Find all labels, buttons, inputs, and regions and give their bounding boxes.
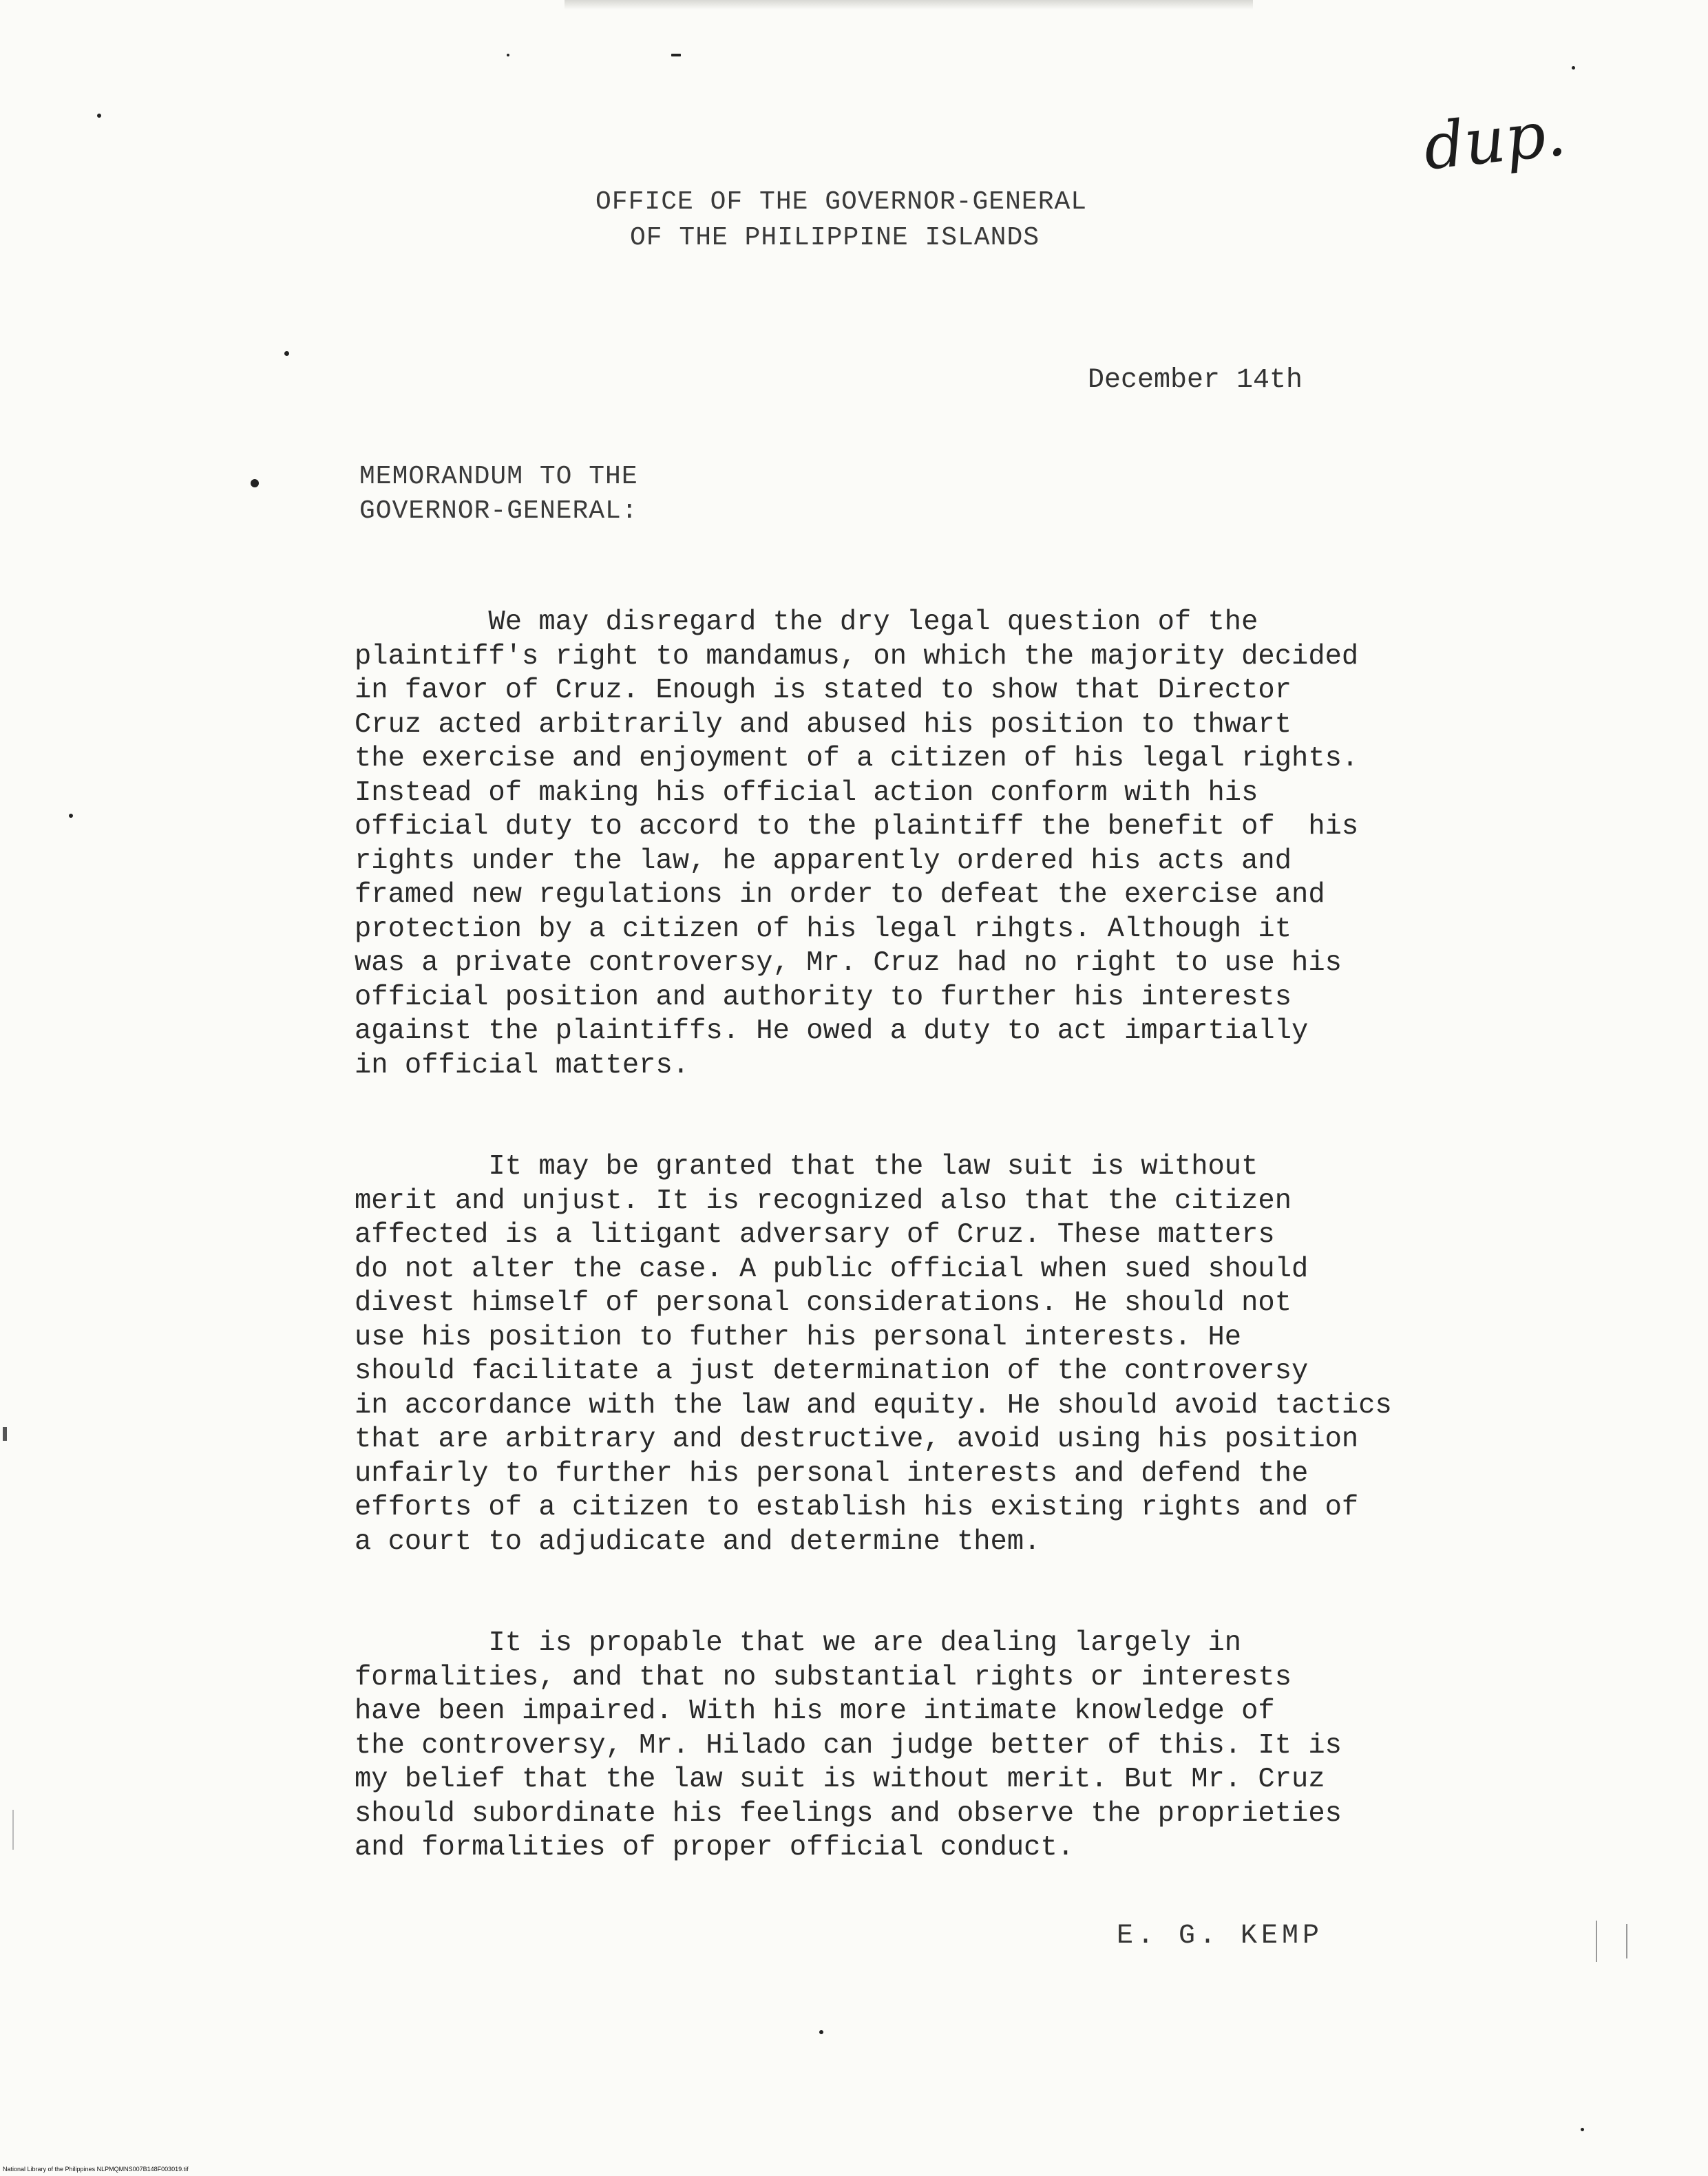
addressee-line-1: MEMORANDUM TO THE [359, 462, 638, 492]
memo-paragraph [355, 606, 1449, 1083]
paragraph-line: do not alter the case. A public official when sued should [355, 1253, 1309, 1285]
addressee-block [359, 460, 638, 529]
paragraph-line: was a private controversy, Mr. Cruz had no right to use his [355, 947, 1342, 979]
paragraph-line: We may disregard the dry legal question of the [355, 606, 1258, 638]
letterhead-line-2: OF THE PHILIPPINE ISLANDS [630, 223, 1040, 253]
scan-speck [69, 814, 73, 818]
paragraph-line: the controversy, Mr. Hilado can judge better of this. It is [355, 1729, 1342, 1762]
paragraph-line: use his position to futher his personal interests. He [355, 1321, 1242, 1353]
paragraph-line: should facilitate a just determination of the controversy [355, 1355, 1309, 1387]
handwritten-annotation: dup. [1420, 96, 1570, 184]
scan-edge-shadow [565, 0, 1253, 10]
paragraph-line: It is propable that we are dealing largely in [355, 1627, 1242, 1659]
paragraph-line: framed new regulations in order to defeat the exercise and [355, 879, 1325, 911]
archive-footer: National Library of the Philippines NLPMQMNS007B148F003019.tif [3, 2166, 189, 2173]
paragraph-line: divest himself of personal considerations. He should not [355, 1287, 1292, 1319]
memo-date: December 14th [1088, 365, 1303, 396]
paragraph-line: my belief that the law suit is without merit. But Mr. Cruz [355, 1764, 1325, 1795]
margin-mark [3, 1427, 7, 1441]
margin-mark [1596, 1921, 1597, 1962]
paragraph-line: in accordance with the law and equity. He should avoid tactics [355, 1389, 1392, 1422]
paragraph-line: official duty to accord to the plaintiff the benefit of his [355, 811, 1359, 843]
letterhead [595, 184, 1215, 256]
scan-speck [1572, 66, 1575, 70]
paragraph-line: official position and authority to further his interests [355, 981, 1292, 1013]
margin-mark [12, 1810, 14, 1850]
paragraph-line: the exercise and enjoyment of a citizen of his legal rights. [355, 743, 1359, 774]
memo-paragraph [355, 1150, 1449, 1559]
addressee-line-2: GOVERNOR-GENERAL: [359, 496, 638, 526]
paragraph-line: Instead of making his official action conform with his [355, 777, 1258, 809]
scan-speck [97, 114, 101, 118]
scan-speck [251, 479, 259, 487]
margin-mark [1626, 1924, 1627, 1958]
scan-speck [284, 351, 289, 356]
paragraph-line: It may be granted that the law suit is without [355, 1151, 1258, 1183]
paragraph-line: in official matters. [355, 1049, 690, 1081]
paragraph-line: formalities, and that no substantial rights or interests [355, 1661, 1292, 1693]
paragraph-line: efforts of a citizen to establish his existing rights and of [355, 1492, 1359, 1523]
paragraph-line: and formalities of proper official conduct. [355, 1832, 1075, 1863]
paragraph-line: merit and unjust. It is recognized also that the citizen [355, 1185, 1292, 1217]
paragraph-line: plaintiff's right to mandamus, on which the majority decided [355, 640, 1359, 673]
paragraph-line: a court to adjudicate and determine them. [355, 1525, 1041, 1558]
paragraph-line: rights under the law, he apparently ordered his acts and [355, 845, 1292, 877]
memo-body [355, 606, 1449, 1933]
letterhead-line-1: OFFICE OF THE GOVERNOR-GENERAL [595, 187, 1088, 217]
signature: E. G. KEMP [1117, 1921, 1324, 1952]
paragraph-line: protection by a citizen of his legal rihgts. Although it [355, 913, 1292, 945]
paragraph-line: Cruz acted arbitrarily and abused his position to thwart [355, 708, 1292, 741]
paragraph-line: against the plaintiffs. He owed a duty to act impartially [355, 1015, 1309, 1047]
paragraph-line: have been impaired. With his more intimate knowledge of [355, 1696, 1275, 1727]
scan-speck [1581, 2128, 1584, 2131]
paragraph-line: should subordinate his feelings and observe the proprieties [355, 1797, 1342, 1830]
paragraph-line: in favor of Cruz. Enough is stated to show that Director [355, 675, 1292, 706]
paragraph-line: unfairly to further his personal interests and defend the [355, 1457, 1309, 1490]
memo-paragraph [355, 1627, 1449, 1866]
paragraph-line: affected is a litigant adversary of Cruz. These matters [355, 1219, 1275, 1251]
scan-speck [507, 54, 509, 56]
scan-speck [671, 54, 681, 56]
scan-speck [819, 2030, 823, 2034]
paragraph-line: that are arbitrary and destructive, avoid using his position [355, 1424, 1359, 1455]
